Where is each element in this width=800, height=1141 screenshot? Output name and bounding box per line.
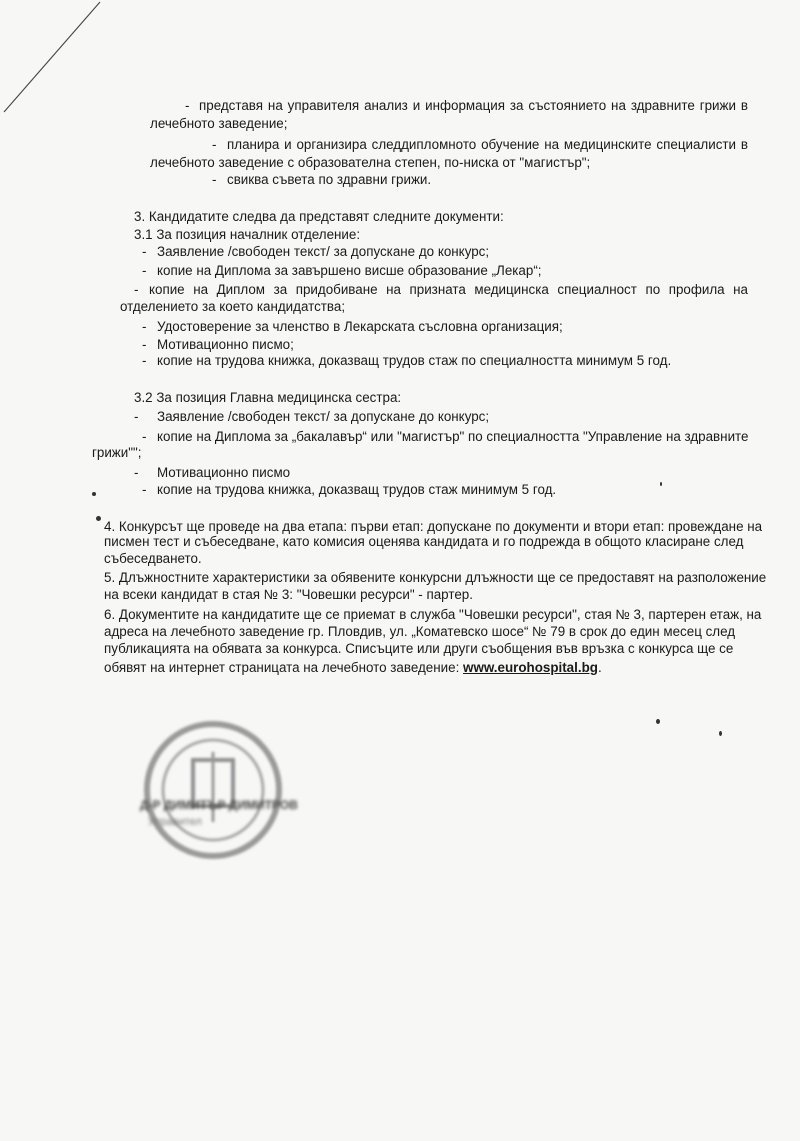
- list-dash: -: [142, 244, 147, 259]
- section-6-line-3: публикацията на обявата за конкурса. Списъците или други съобщения във връзка с конкурса ще се: [104, 641, 734, 656]
- list-dash: -: [134, 409, 139, 424]
- list-a-item-1-cont: лечебното заведение;: [150, 116, 288, 131]
- section-3-title: 3. Кандидатите следва да представят следните документи:: [134, 209, 504, 224]
- list-a-item-3: свиква съвета по здравни грижи.: [227, 172, 432, 187]
- scan-speck: [92, 492, 96, 496]
- list-a-item-1: представя на управителя анализ и информация за състоянието на здравните грижи в: [199, 98, 748, 113]
- section-3-2-title: 3.2 За позиция Главна медицинска сестра:: [134, 390, 402, 405]
- sub1-item-3: копие на Диплом за придобиване на призната медицинска специалност по профила на: [149, 282, 748, 297]
- list-dash: -: [142, 337, 147, 352]
- website-link[interactable]: www.eurohospital.bg: [463, 660, 598, 675]
- section-6-line-4: [104, 659, 602, 676]
- section-6-line-1: 6. Документите на кандидатите ще се приемат в служба "Човешки ресурси", стая № 3, партерен етаж, на: [104, 607, 762, 622]
- sub2-item-3: Мотивационно писмо: [157, 465, 291, 480]
- sub1-item-6: копие на трудова книжка, доказващ трудов стаж по специалността минимум 5 год.: [157, 353, 672, 368]
- section-4-line-2: писмен тест и събеседване, като комисия оценява кандидата и го подрежда в общото класиране след: [104, 534, 744, 549]
- list-dash: -: [142, 429, 147, 444]
- section-5-line-1: 5. Длъжностните характеристики за обявените конкурсни длъжности ще се предоставят на разположение: [104, 570, 767, 585]
- scan-speck: [96, 516, 101, 521]
- sub2-item-1: Заявление /свободен текст/ за допускане до конкурс;: [157, 409, 490, 424]
- list-dash: -: [185, 98, 190, 113]
- signatory-role: Управител: [148, 816, 202, 828]
- list-dash: -: [142, 319, 147, 334]
- sub1-item-4: Удостоверение за членство в Лекарската съсловна организация;: [157, 319, 563, 334]
- section-4-line-3: събеседването.: [104, 551, 202, 566]
- list-dash: -: [134, 282, 139, 297]
- sub2-item-2-cont: грижи"";: [92, 445, 142, 460]
- list-dash: -: [142, 353, 147, 368]
- period: .: [597, 660, 602, 675]
- section-6-line-2: адреса на лечебното заведение гр. Пловдив, ул. „Коматевско шосе“ № 79 в срок до един месец след: [104, 624, 736, 639]
- list-a-item-2: планира и организира следдипломното обучение на медицинските специалисти в: [227, 137, 748, 152]
- list-dash: -: [134, 465, 139, 480]
- list-dash: -: [212, 137, 217, 152]
- list-dash: -: [212, 172, 217, 187]
- list-dash: -: [142, 482, 147, 497]
- sub1-item-5: Мотивационно писмо;: [157, 337, 294, 352]
- sub2-item-2: копие на Диплома за „бакалавър“ или "магистър" по специалността "Управление на здравните: [157, 429, 749, 444]
- section-3-1-title: 3.1 За позиция началник отделение:: [134, 227, 361, 242]
- scan-speck: [660, 482, 662, 486]
- signature-block: [140, 790, 340, 850]
- sub1-item-2: копие на Диплома за завършено висше образование „Лекар“;: [157, 263, 542, 278]
- scan-speck: [719, 731, 722, 736]
- signatory-name: Д-Р ДИМИТЪР ДИМИТРОВ: [140, 798, 298, 812]
- sub1-item-3-cont: отделението за което кандидатства;: [120, 299, 346, 314]
- section-4-line-1: 4. Конкурсът ще проведе на два етапа: първи етап: допускане по документи и втори етап: провеждане на: [104, 519, 763, 534]
- scan-speck: [656, 719, 660, 724]
- sub1-item-1: Заявление /свободен текст/ за допускане до конкурс;: [157, 244, 490, 259]
- section-6-line-4-text: обявят на интернет страницата на лечебното заведение:: [104, 660, 464, 675]
- sub2-item-4: копие на трудова книжка, доказващ трудов стаж минимум 5 год.: [157, 482, 557, 497]
- list-dash: -: [142, 263, 147, 278]
- section-5-line-2: на всеки кандидат в стая № 3: "Човешки ресурси" - партер.: [104, 587, 473, 602]
- list-a-item-2-cont: лечебното заведение с образователна степен, по-ниска от "магистър";: [150, 155, 591, 170]
